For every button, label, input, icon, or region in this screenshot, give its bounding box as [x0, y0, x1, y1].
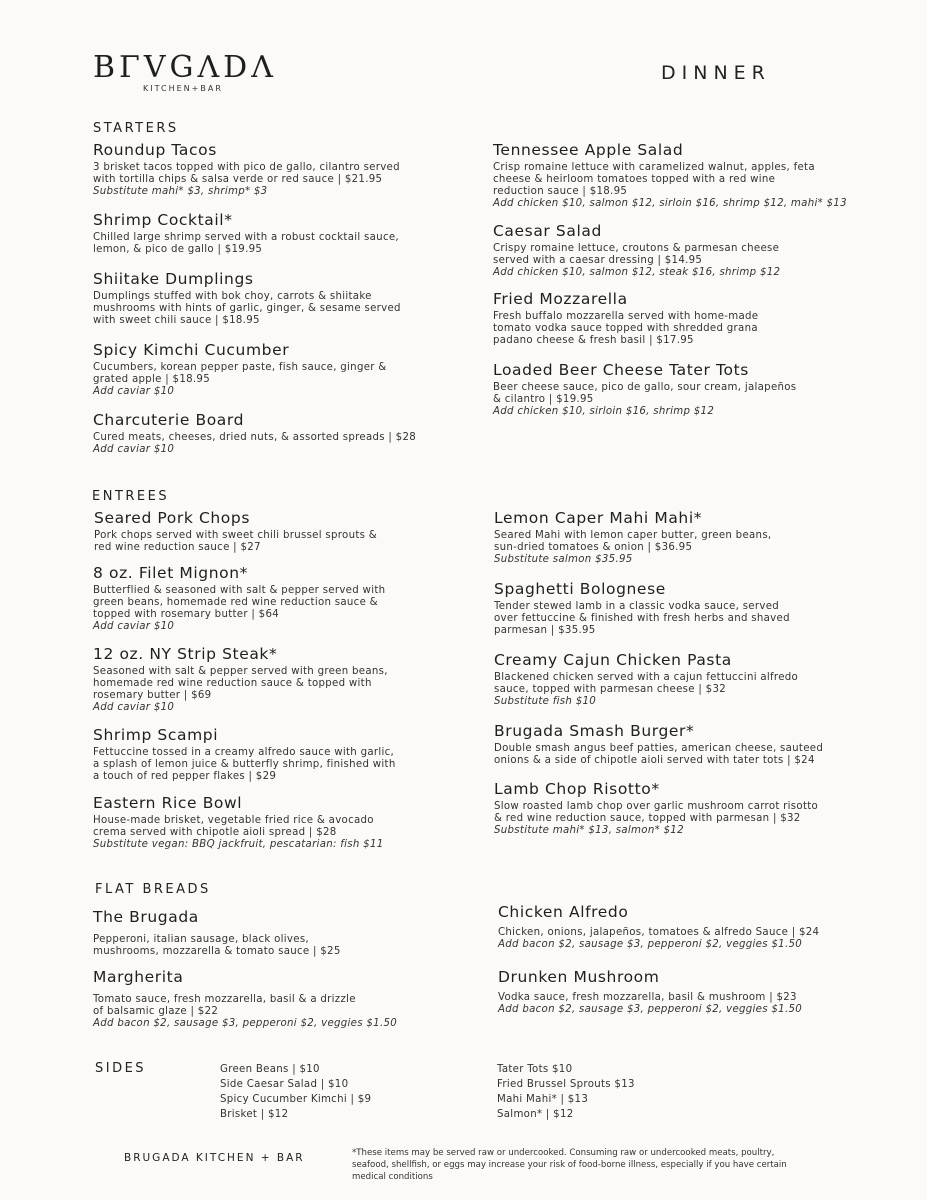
item-description: Vodka sauce, fresh mozzarella, basil & mushroom | $23 [498, 992, 797, 1003]
item-description: Fettuccine tossed in a creamy alfredo sauce with garlic, a splash of lemon juice & butterfly shrimp, finished with a touch of red pepper flakes | $29 [93, 747, 396, 782]
item-description: House-made brisket, vegetable fried rice & avocado crema served with chipotle aioli spread | $28 [93, 815, 374, 838]
item-name: 12 oz. NY Strip Steak* [93, 645, 278, 663]
section-title-entrees: ENTREES [92, 489, 170, 504]
section-title-starters: STARTERS [93, 121, 179, 136]
item-addon: Add bacon $2, sausage $3, pepperoni $2, veggies $1.50 [93, 1018, 398, 1029]
item-name: 8 oz. Filet Mignon* [93, 564, 249, 582]
menu-item [493, 361, 796, 418]
menu-item [493, 290, 758, 347]
menu-item [494, 651, 798, 708]
item-description: Chilled large shrimp served with a robust cocktail sauce, lemon, & pico de gallo | $19.95 [93, 232, 399, 255]
item-name: Shrimp Cocktail* [93, 211, 233, 229]
menu-item [494, 780, 818, 837]
menu-item [498, 968, 802, 1016]
side-item: Side Caesar Salad | $10 [220, 1079, 349, 1090]
item-name: Seared Pork Chops [94, 509, 251, 527]
menu-item [93, 968, 397, 1030]
item-description: Seared Mahi with lemon caper butter, green beans, sun-dried tomatoes & onion | $36.95 [494, 530, 772, 553]
menu-item [498, 903, 819, 951]
side-item: Brisket | $12 [220, 1109, 289, 1120]
item-description: Pork chops served with sweet chili brussel sprouts & red wine reduction sauce | $27 [94, 530, 378, 553]
footer-brand: BRUGADA KITCHEN + BAR [124, 1152, 305, 1164]
menu-item [93, 564, 385, 633]
side-item: Mahi Mahi* | $13 [497, 1094, 589, 1105]
menu-item [93, 908, 341, 958]
item-name: Spicy Kimchi Cucumber [93, 341, 290, 359]
menu-item [94, 509, 377, 554]
item-name: Brugada Smash Burger* [494, 722, 695, 740]
item-description: Pepperoni, italian sausage, black olives, mushrooms, mozzarella & tomato sauce | $25 [93, 934, 341, 957]
item-description: Dumplings stuffed with bok choy, carrots & shiitake mushrooms with hints of garlic, ginger, & sesame served with sweet chili sauce | $18.95 [93, 291, 401, 326]
item-name: Creamy Cajun Chicken Pasta [494, 651, 732, 669]
menu-item [494, 509, 771, 566]
menu-item [494, 722, 823, 767]
item-addon: Add caviar $10 [93, 386, 175, 397]
item-name: Caesar Salad [493, 222, 602, 240]
item-description: Cured meats, cheeses, dried nuts, & assorted spreads | $28 [93, 432, 417, 443]
food-safety-disclaimer: *These items may be served raw or undercooked. Consuming raw or undercooked meats, poultry, seafood, shellfish, or eggs may increase your risk of food-borne illness, especially if you have certain medical conditions [352, 1148, 787, 1182]
item-addon: Substitute salmon $35.95 [494, 554, 633, 565]
item-description: Crisp romaine lettuce with caramelized walnut, apples, feta cheese & heirloom tomatoes topped with a red wine reduction sauce | $18.95 [493, 162, 815, 197]
menu-item [494, 580, 790, 637]
side-item: Salmon* | $12 [497, 1109, 574, 1120]
menu-item [93, 794, 384, 851]
menu-item [493, 141, 847, 210]
item-description: Crispy romaine lettuce, croutons & parmesan cheese served with a caesar dressing | $14.95 [493, 243, 780, 266]
item-addon: Substitute fish $10 [494, 696, 597, 707]
item-name: Margherita [93, 968, 184, 986]
item-name: Loaded Beer Cheese Tater Tots [493, 361, 749, 379]
item-name: Chicken Alfredo [498, 903, 629, 921]
item-name: Lamb Chop Risotto* [494, 780, 660, 798]
item-description: Cucumbers, korean pepper paste, fish sauce, ginger & grated apple | $18.95 [93, 362, 387, 385]
item-name: Eastern Rice Bowl [93, 794, 243, 812]
item-description: 3 brisket tacos topped with pico de gallo, cilantro served with tortilla chips & salsa verde or red sauce | $21.95 [93, 162, 400, 185]
item-name: Roundup Tacos [93, 141, 217, 159]
item-name: Drunken Mushroom [498, 968, 660, 986]
item-description: Tender stewed lamb in a classic vodka sauce, served over fettuccine & finished with fresh herbs and shaved parmesan | $35.95 [494, 601, 790, 636]
side-item: Tater Tots $10 [497, 1064, 573, 1075]
menu-item [93, 141, 400, 198]
item-name: Shrimp Scampi [93, 726, 219, 744]
item-description: Seasoned with salt & pepper served with green beans, homemade red wine reduction sauce & topped with rosemary butter | $69 [93, 666, 388, 701]
item-addon: Substitute vegan: BBQ jackfruit, pescatarian: fish $11 [93, 839, 384, 850]
item-addon: Add caviar $10 [93, 621, 175, 632]
item-addon: Add chicken $10, sirloin $16, shrimp $12 [493, 406, 715, 417]
item-addon: Add caviar $10 [93, 444, 175, 455]
item-name: Tennessee Apple Salad [493, 141, 684, 159]
sides-list-right [497, 1062, 635, 1122]
item-description: Blackened chicken served with a cajun fettuccini alfredo sauce, topped with parmesan cheese | $32 [494, 672, 799, 695]
item-description: Fresh buffalo mozzarella served with home-made tomato vodka sauce topped with shredded grana padano cheese & fresh basil | $17.95 [493, 311, 759, 346]
item-addon: Add chicken $10, salmon $12, sirloin $16, shrimp $12, mahi* $13 [493, 198, 847, 209]
item-name: Lemon Caper Mahi Mahi* [494, 509, 703, 527]
menu-item [93, 726, 396, 783]
sides-list-left [220, 1062, 371, 1122]
menu-title: DINNER [661, 62, 771, 84]
item-name: Fried Mozzarella [493, 290, 628, 308]
item-name: The Brugada [93, 908, 199, 926]
menu-item [493, 222, 780, 279]
menu-item [93, 341, 387, 398]
side-item: Spicy Cucumber Kimchi | $9 [220, 1094, 372, 1105]
item-description: Butterflied & seasoned with salt & pepper served with green beans, homemade red wine reduction sauce & topped with rosemary butter | $64 [93, 585, 386, 620]
item-addon: Add bacon $2, sausage $3, pepperoni $2, veggies $1.50 [498, 1004, 803, 1015]
item-description: Tomato sauce, fresh mozzarella, basil & a drizzle of balsamic glaze | $22 [93, 994, 356, 1017]
item-name: Shiitake Dumplings [93, 270, 254, 288]
menu-item [93, 211, 399, 256]
logo: BΓVGΛDΛ [93, 50, 277, 85]
item-addon: Substitute mahi* $13, salmon* $12 [494, 825, 684, 836]
menu-item [93, 270, 401, 327]
menu-item [93, 411, 416, 456]
section-title-flatbreads: FLAT BREADS [95, 882, 211, 897]
item-addon: Add chicken $10, salmon $12, steak $16, shrimp $12 [493, 267, 781, 278]
item-description: Double smash angus beef patties, american cheese, sauteed onions & a side of chipotle aioli served with tater tots | $24 [494, 743, 824, 766]
item-name: Charcuterie Board [93, 411, 245, 429]
item-name: Spaghetti Bolognese [494, 580, 666, 598]
item-description: Beer cheese sauce, pico de gallo, sour cream, jalapeños & cilantro | $19.95 [493, 382, 797, 405]
section-title-sides: SIDES [95, 1061, 147, 1076]
item-addon: Add caviar $10 [93, 702, 175, 713]
item-description: Slow roasted lamb chop over garlic mushroom carrot risotto & red wine reduction sauce, topped with parmesan | $32 [494, 801, 819, 824]
item-addon: Substitute mahi* $3, shrimp* $3 [93, 186, 268, 197]
item-description: Chicken, onions, jalapeños, tomatoes & alfredo Sauce | $24 [498, 927, 820, 938]
side-item: Fried Brussel Sprouts $13 [497, 1079, 635, 1090]
menu-item [93, 645, 388, 714]
side-item: Green Beans | $10 [220, 1064, 320, 1075]
logo-subtitle: KITCHEN+BAR [143, 84, 223, 93]
item-addon: Add bacon $2, sausage $3, pepperoni $2, veggies $1.50 [498, 939, 803, 950]
